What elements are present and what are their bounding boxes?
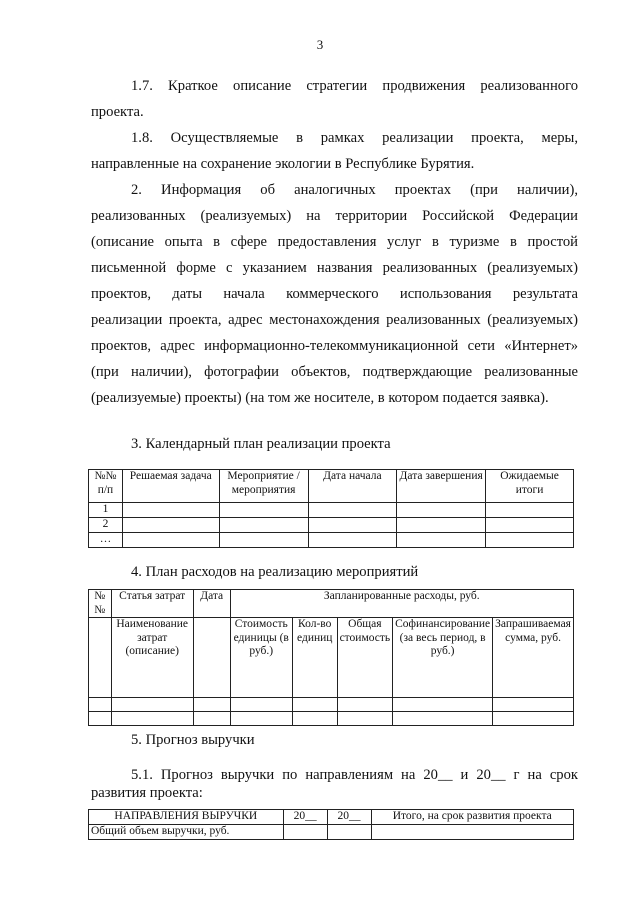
expenses-sub-cofinancing: Софинансирование (за весь период, в руб.) xyxy=(393,618,493,698)
expenses-sub-unit-cost: Стоимость единицы (в руб.) xyxy=(230,618,292,698)
calendar-col-task: Решаемая задача xyxy=(122,470,219,503)
calendar-header-row xyxy=(89,470,574,503)
para-2-line-4: письменной форме с указанием названия реализованных (реализуемых) xyxy=(91,260,578,276)
table-row xyxy=(89,503,574,518)
para-2-line-3: (описание опыта в сфере предоставления услуг в туризме в простой xyxy=(91,234,578,250)
page-number: 3 xyxy=(316,37,324,52)
table-row xyxy=(89,698,574,712)
para-1-8-line-2: направленные на сохранение экологии в Республике Бурятия. xyxy=(91,156,475,172)
revenue-header-row xyxy=(89,810,574,825)
expenses-sub-requested: Запрашиваемая сумма, руб. xyxy=(493,618,574,698)
para-1-8-line-1: 1.8. Осуществляемые в рамках реализации проекта, меры, xyxy=(131,130,578,146)
expenses-col-planned: Запланированные расходы, руб. xyxy=(230,590,573,618)
expenses-header-row xyxy=(89,590,574,618)
expenses-subheader-row xyxy=(89,618,574,698)
table-row xyxy=(89,825,574,840)
calendar-col-results: Ожидаемые итоги xyxy=(486,470,574,503)
calendar-col-number: №№ п/п xyxy=(89,470,123,503)
table-row xyxy=(89,712,574,726)
expenses-col-article: Статья затрат xyxy=(111,590,193,618)
para-2-line-9: (реализуемые) проекты) (на том же носителе, в котором подается заявка). xyxy=(91,390,549,406)
para-2-line-6: реализации проекта, адрес местонахождения реализованных (реализуемых) xyxy=(91,312,578,328)
para-1-7-line-2: проекта. xyxy=(91,104,144,120)
para-2-line-1: 2. Информация об аналогичных проектах (при наличии), xyxy=(131,182,578,198)
revenue-col-directions: НАПРАВЛЕНИЯ ВЫРУЧКИ xyxy=(89,810,284,825)
para-5-1-line-2: развития проекта: xyxy=(91,785,203,801)
revenue-row-total-volume: Общий объем выручки, руб. xyxy=(89,825,284,840)
calendar-plan-table xyxy=(88,469,574,548)
para-5-1-line-1: 5.1. Прогноз выручки по направлениям на 20__ и 20__ г на срок xyxy=(131,767,578,783)
para-2-line-5: проектов, даты начала коммерческого использования результата xyxy=(91,286,578,302)
para-1-7-line-1: 1.7. Краткое описание стратегии продвижения реализованного xyxy=(131,78,578,94)
para-2-line-8: (при наличии), фотографии объектов, подтверждающие реализованные xyxy=(91,364,578,380)
table-row xyxy=(89,518,574,533)
calendar-col-activity: Мероприятие /мероприятия xyxy=(219,470,308,503)
section-4-heading: 4. План расходов на реализацию мероприятий xyxy=(131,564,419,580)
expenses-sub-total: Общая стоимость xyxy=(337,618,393,698)
revenue-col-year-2: 20__ xyxy=(327,810,371,825)
expenses-plan-table xyxy=(88,589,574,726)
row-number: 1 xyxy=(89,503,123,518)
row-number: … xyxy=(89,533,123,548)
calendar-col-start-date: Дата начала xyxy=(308,470,397,503)
revenue-col-year-1: 20__ xyxy=(283,810,327,825)
table-row xyxy=(89,533,574,548)
revenue-col-total: Итого, на срок развития проекта xyxy=(371,810,574,825)
section-3-heading: 3. Календарный план реализации проекта xyxy=(131,436,391,452)
para-2-line-7: проектов, адрес информационно-телекоммуникационной сети «Интернет» xyxy=(91,338,578,354)
expenses-col-number: №№ xyxy=(89,590,112,618)
revenue-forecast-table xyxy=(88,809,574,840)
expenses-col-date: Дата xyxy=(193,590,230,618)
para-2-line-2: реализованных (реализуемых) на территории Российской Федерации xyxy=(91,208,578,224)
row-number: 2 xyxy=(89,518,123,533)
calendar-col-end-date: Дата завершения xyxy=(397,470,486,503)
expenses-sub-name: Наименование затрат (описание) xyxy=(111,618,193,698)
expenses-sub-quantity: Кол-во единиц xyxy=(292,618,337,698)
section-5-heading: 5. Прогноз выручки xyxy=(131,732,255,748)
